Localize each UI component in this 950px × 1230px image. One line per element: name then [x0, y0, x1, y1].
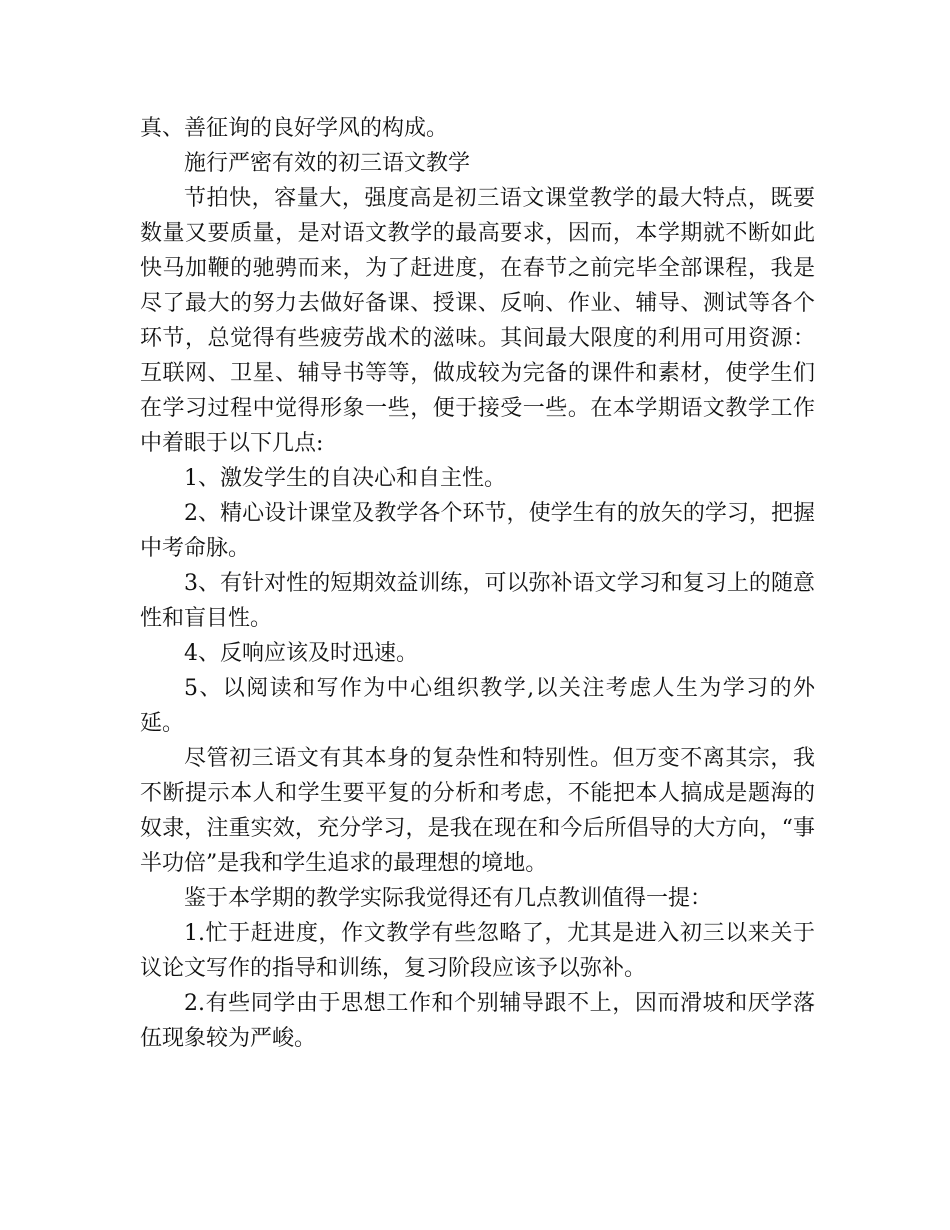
paragraph: 鉴于本学期的教学实际我觉得还有几点教训值得一提：	[184, 886, 713, 911]
list-item: 4、反响应该及时迅速。	[184, 641, 418, 666]
list-item: 5、以阅读和写作为中心组织教学,以关注考虑人生为学习的外延。	[140, 676, 815, 736]
list-item: 3、有针对性的短期效益训练，可以弥补语文学习和复习上的随意性和盲目性。	[140, 571, 815, 631]
list-item: 1、激发学生的自决心和自主性。	[184, 466, 506, 491]
list-item: 1.忙于赶进度，作文教学有些忽略了，尤其是进入初三以来关于议论文写作的指导和训练，复习阶段应该予以弥补。	[140, 921, 815, 981]
list-item: 2、精心设计课堂及教学各个环节，使学生有的放矢的学习，把握中考命脉。	[140, 501, 815, 561]
paragraph: 节拍快，容量大，强度高是初三语文课堂教学的最大特点，既要数量又要质量，是对语文教学的最高要求，因而，本学期就不断如此快马加鞭的驰骋而来，为了赶进度，在春节之前完毕全部课程，我是尽了最大的努力去做好备课、授课、反响、作业、辅导、测试等各个环节，总觉得有些疲劳战术的滋味。其间最大限度的利用可用资源：互联网、卫星、辅导书等等，做成较为完备的课件和素材，使学生们在学习过程中觉得形象一些，便于接受一些。在本学期语文教学工作中着眼于以下几点:	[140, 186, 815, 456]
document-body	[140, 111, 815, 1056]
list-item: 2.有些同学由于思想工作和个别辅导跟不上，因而滑坡和厌学落伍现象较为严峻。	[140, 991, 815, 1051]
paragraph: 尽管初三语文有其本身的复杂性和特别性。但万变不离其宗，我不断提示本人和学生要平复的分析和考虑，不能把本人搞成是题海的奴隶，注重实效，充分学习，是我在现在和今后所倡导的大方向，“事半功倍”是我和学生追求的最理想的境地。	[140, 746, 815, 876]
paragraph-continuation: 真、善征询的良好学风的构成。	[140, 116, 449, 141]
section-heading: 施行严密有效的初三语文教学	[184, 151, 471, 176]
